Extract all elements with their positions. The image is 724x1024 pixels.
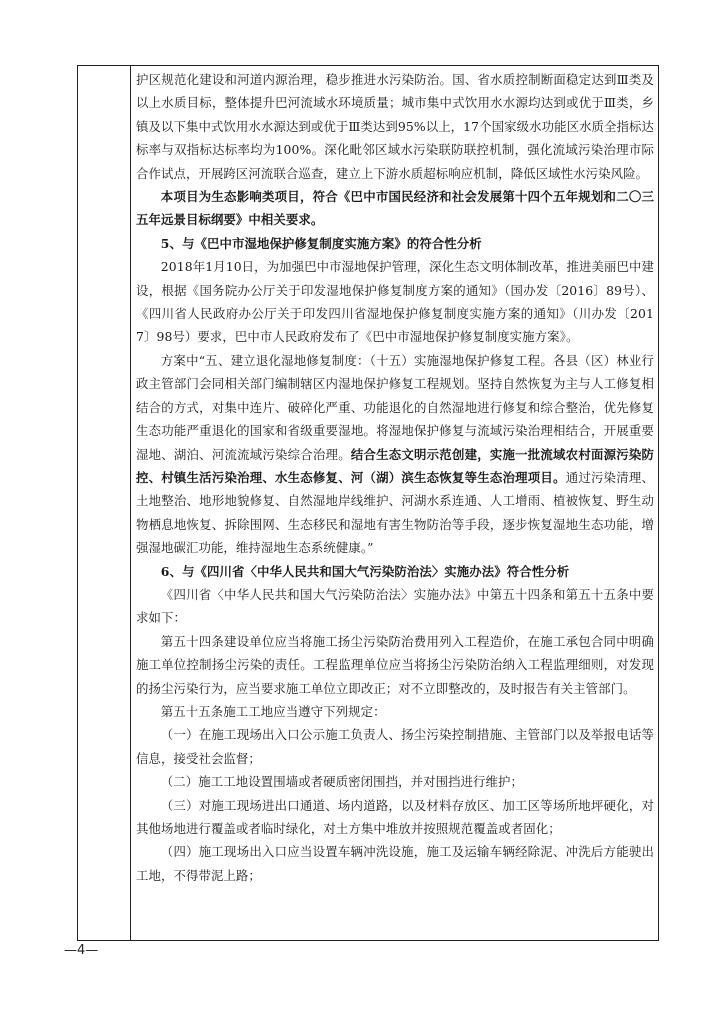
paragraph-article-55: 第五十五条施工工地应当遵守下列规定： — [160, 703, 386, 719]
page-number: —4— — [64, 943, 99, 958]
paragraph-wetland-plan — [136, 349, 654, 560]
paragraph-item-3: （三）对施工现场进出口通道、场内道路，以及材料存放区、加工区等场所地坪硬化，对其他场地进行覆盖或者临时绿化，对土方集中堆放并按照规范覆盖或者固化； — [136, 797, 654, 836]
section-heading-6: 6、与《四川省〈中华人民共和国大气污染防治法〉实施办法》符合性分析 — [160, 563, 570, 579]
paragraph-article-54: 第五十四条建设单位应当将施工扬尘污染防治费用列入工程造价，在施工承包合同中明确施工单位控制扬尘污染的责任。工程监理单位应当将扬尘污染防治纳入工程监理细则，对发现的扬尘污染行为，应当要求施工单位立即改正；对不立即整改的，及时报告有关主管部门。 — [136, 633, 654, 696]
paragraph-wetland-background: 2018年1月10日，为加强巴中市湿地保护管理，深化生态文明体制改革，推进美丽巴中建设，根据《国务院办公厅关于印发湿地保护修复制度方案的通知》（国办发〔2016〕89号）、《四川省人民政府办公厅关于印发四川省湿地保护修复制度实施方案的通知》（川办发〔2017〕98号）要求，巴中市人民政府发布了《巴中市湿地保护修复制度实施方案》。 — [136, 259, 654, 345]
wetland-plan-text-bold: 结合生态文明示范创建，实施一批流域农村面源污染防控、村镇生活污染治理、水生态修复、河（湖）滨生态恢复等生态治理项目。 — [136, 446, 654, 485]
document-table — [77, 65, 659, 941]
wetland-plan-text-c: 通过污染清理、土地整治、地形地貌修复、自然湿地岸线维护、河湖水系连通、人工增雨、植被恢复、野生动物栖息地恢复、拆除围网、生态移民和湿地有害生物防治等手段，逐步恢复湿地生态功能，增强湿地碳汇功能，维持湿地生态系统健康。” — [136, 469, 655, 556]
wetland-plan-text-a: 方案中“五、建立退化湿地修复制度：（十五）实施湿地保护修复工程。各县（区）林业行政主管部门会同相关部门编制辖区内湿地保护修复工程规划。坚持自然恢复为主与人工修复相结合的方式，对集中连片、破碎化严重、功能退化的自然湿地进行修复和综合整治，优先修复生态功能严重退化的国家和省级重要湿地。将湿地保护修复与流域污染治理相结合，开展重要湿地、湖泊、河流流域污染综合治理。 — [136, 352, 654, 462]
paragraph-air-law-intro: 《四川省〈中华人民共和国大气污染防治法〉实施办法》中第五十四条和第五十五条中要求如下： — [136, 586, 654, 626]
paragraph-item-1: （一）在施工现场出入口公示施工负责人、扬尘污染控制措施、主管部门以及举报电话等信息，接受社会监督； — [136, 727, 654, 766]
table-content-cell — [136, 68, 654, 887]
paragraph-item-4: （四）施工现场出入口应当设置车辆冲洗设施，施工及运输车辆经除泥、冲洗后方能驶出工地，不得带泥上路； — [136, 844, 654, 883]
paragraph-water-pollution: 护区规范化建设和河道内源治理，稳步推进水污染防治。国、省水质控制断面稳定达到Ⅲ类及以上水质目标，整体提升巴河流域水环境质量；城市集中式饮用水水源均达到或优于Ⅲ类，乡镇及以下集中式饮用水水源达到或优于Ⅲ类达到95%以上，17个国家级水功能区水质全指标达标率与双指标达标率均为100%。深化毗邻区域水污染联防联控机制，强化流域污染治理市际合作试点，开展跨区河流联合巡查，建立上下游水质超标响应机制，降低区域性水污染风险。 — [136, 72, 655, 181]
paragraph-conformity-statement: 本项目为生态影响类项目，符合《巴中市国民经济和社会发展第十四个五年规划和二〇三五年远景目标纲要》中相关要求。 — [136, 189, 654, 228]
section-heading-5: 5、与《巴中市湿地保护修复制度实施方案》的符合性分析 — [160, 235, 482, 251]
table-left-column — [78, 66, 131, 940]
paragraph-item-2: （二）施工工地设置围墙或者硬质密闭围挡，并对围挡进行维护； — [160, 774, 524, 790]
